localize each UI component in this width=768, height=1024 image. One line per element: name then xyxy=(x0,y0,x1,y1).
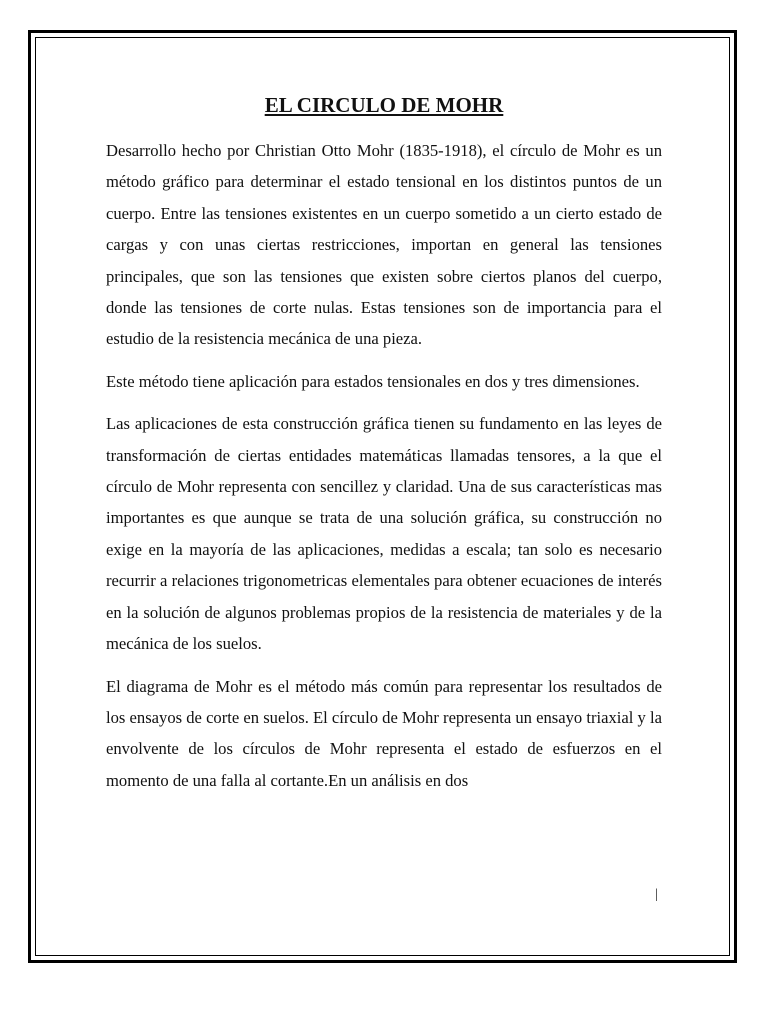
paragraph-2: Este método tiene aplicación para estados tensionales en dos y tres dimensiones. xyxy=(106,371,640,391)
page-number: | xyxy=(655,887,658,902)
paragraph-1: Desarrollo hecho por Christian Otto Mohr (1835-1918), el círculo de Mohr es un método gráfico para determinar el estado tensional en los distintos puntos de un cuerpo. Entre las tensiones existentes en un cuerpo sometido a un cierto estado de cargas y con unas ciertas restricciones, importan en general las tensiones principales, que son las tensiones que existen sobre ciertos planos del cuerpo, donde las tensiones de corte nulas. Estas tensiones son de importancia para el estudio de la resistencia mecánica de una pieza. xyxy=(106,141,662,349)
paragraph-4: El diagrama de Mohr es el método más común para representar los resultados de los ensayos de corte en suelos. El círculo de Mohr representa un ensayo triaxial y la envolvente de los círculos de Mohr representa el estado de esfuerzos en el momento de una falla al cortante.En un análisis en dos xyxy=(106,676,662,790)
paragraph-3: Las aplicaciones de esta construcción gráfica tienen su fundamento en las leyes de transformación de ciertas entidades matemáticas llamadas tensores, a la que el círculo de Mohr representa con sencillez y claridad. Una de sus características mas importantes es que aunque se trata de una solución gráfica, su construcción no exige en la mayoría de las aplicaciones, medidas a escala; tan solo es necesario recurrir a relaciones trigonometricas elementales para obtener ecuaciones de interés en la solución de algunos problemas propios de la resistencia de materiales y de la mecánica de los suelos. xyxy=(106,414,662,654)
document-title: EL CIRCULO DE MOHR xyxy=(264,93,504,117)
document-body xyxy=(106,88,662,807)
